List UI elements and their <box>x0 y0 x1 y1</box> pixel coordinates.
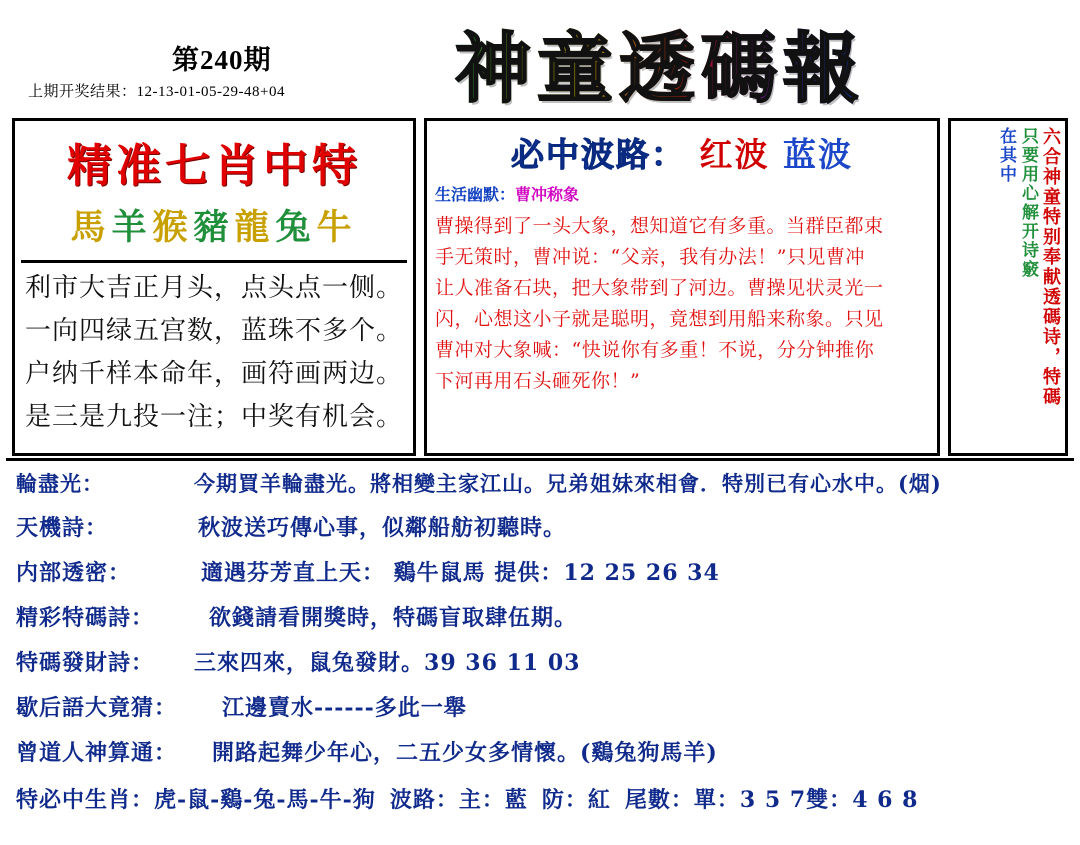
panel-wave-route <box>424 118 940 456</box>
footer-wave-def-label: 防： <box>541 787 588 813</box>
footer-zodiac-label: 特必中生肖： <box>16 787 155 813</box>
issue-number: 第240期 <box>172 45 272 75</box>
row-value: 江邊賣水------多此一舉 <box>222 695 467 721</box>
footer-summary <box>6 776 1074 824</box>
story-line: 曹冲对大象喊：“快说你有多重！不说，分分钟推你 <box>435 339 875 361</box>
footer-wave-main-value: 藍 <box>504 787 528 813</box>
row-label: 内部透密： <box>16 560 132 586</box>
row-label: 天機詩： <box>16 515 109 541</box>
story-line: 让人准备石块，把大象带到了河边。曹操见状灵光一 <box>435 277 884 299</box>
list-item <box>6 461 1074 506</box>
story-line: 下河再用石头砸死你！” <box>435 370 641 392</box>
vertical-line: 六合神童特别奉献透碼诗，特碼 <box>1040 127 1061 407</box>
footer-tail-label: 尾數： <box>624 787 694 813</box>
panel-center-title <box>427 129 937 176</box>
footer-even-label: 雙： <box>806 787 853 813</box>
panel-left-title: 精准七肖中特 <box>66 139 361 192</box>
wave-title-red: 红波 <box>699 135 770 174</box>
page-title: 神童透碼報 <box>455 8 865 117</box>
vertical-line: 在其中 <box>996 127 1016 184</box>
row-value: 秋波送巧傳心事，似鄰船舫初聽時。 <box>198 515 567 541</box>
vertical-line: 只要用心解开诗竅 <box>1018 127 1038 279</box>
row-value: 三來四來，鼠兔發財。39 36 11 03 <box>194 650 581 676</box>
humor-story <box>435 211 929 397</box>
story-line: 闪，心想这小子就是聪明，竟想到用船来称象。只见 <box>435 308 884 330</box>
zodiac-item: 豬 <box>193 207 235 248</box>
story-line: 曹操得到了一头大象，想知道它有多重。当群臣都束 <box>435 215 884 237</box>
zodiac-item: 羊 <box>111 207 153 248</box>
verse-line: 是三是九投一注；中奖有机会。 <box>25 402 404 432</box>
last-draw-label: 上期开奖结果： <box>28 84 137 100</box>
zodiac-item: 龍 <box>234 207 276 248</box>
list-item <box>6 641 1074 686</box>
vertical-columns <box>951 121 1065 453</box>
predictions-list <box>6 458 1074 840</box>
footer-wave-label: 波路： <box>389 787 459 813</box>
verse-line: 户纳千样本命年，画符画两边。 <box>25 359 404 389</box>
row-value: 開路起舞少年心，二五少女多情懷。(鷄兔狗馬羊) <box>212 740 718 766</box>
row-label: 精彩特碼詩： <box>16 605 155 631</box>
footer-even-value: 4 6 8 <box>852 787 919 813</box>
last-draw-result <box>28 80 285 101</box>
humor-label: 生活幽默： <box>435 187 516 204</box>
title-banner <box>400 8 1000 113</box>
verse-line: 利市大吉正月头，点头点一侧。 <box>25 273 404 303</box>
panel-vertical-slogan <box>948 118 1068 456</box>
list-item <box>6 731 1074 776</box>
page-header <box>0 0 1080 112</box>
zodiac-item: 牛 <box>316 207 358 248</box>
list-item <box>6 686 1074 731</box>
row-value: 今期買羊輪盡光。將相變主家江山。兄弟姐妹來相會．特別已有心水中。(烟) <box>194 471 942 496</box>
row-label: 曾道人神算通： <box>16 740 178 766</box>
wave-title-blue: 蓝波 <box>783 135 853 174</box>
row-label: 輪盡光： <box>16 471 104 496</box>
row-label: 歇后語大竟猜： <box>16 695 178 721</box>
last-draw-numbers: 12-13-01-05-29-48+04 <box>136 84 285 100</box>
wave-title-prefix: 必中波路： <box>511 135 686 174</box>
list-item <box>6 551 1074 596</box>
footer-wave-def-value: 紅 <box>587 787 611 813</box>
panel-seven-zodiac <box>12 118 416 456</box>
story-line: 手无策时，曹冲说：“父亲，我有办法！”只见曹冲 <box>435 246 865 268</box>
zodiac-item: 馬 <box>70 207 112 248</box>
footer-odd-label: 單： <box>693 787 740 813</box>
zodiac-list <box>15 200 413 250</box>
zodiac-item: 兔 <box>275 207 317 248</box>
footer-odd-value: 3 5 7 <box>739 787 807 813</box>
row-label: 特碼發財詩： <box>16 650 155 676</box>
humor-subtitle <box>435 182 937 205</box>
humor-value: 曹冲称象 <box>515 187 580 204</box>
divider <box>21 260 407 263</box>
panels-row <box>0 114 1080 456</box>
list-item <box>6 596 1074 641</box>
footer-wave-main-label: 主： <box>458 787 505 813</box>
row-value: 欲錢請看開獎時，特碼盲取肆伍期。 <box>209 605 578 631</box>
footer-zodiac-value: 虎-鼠-鷄-兔-馬-牛-狗 <box>154 787 376 813</box>
zodiac-item: 猴 <box>152 207 194 248</box>
row-value: 適遇芬芳直上天： 鷄牛鼠馬 提供：12 25 26 34 <box>201 560 720 586</box>
verse-line: 一向四绿五宫数，蓝珠不多个。 <box>25 316 404 346</box>
list-item <box>6 506 1074 551</box>
